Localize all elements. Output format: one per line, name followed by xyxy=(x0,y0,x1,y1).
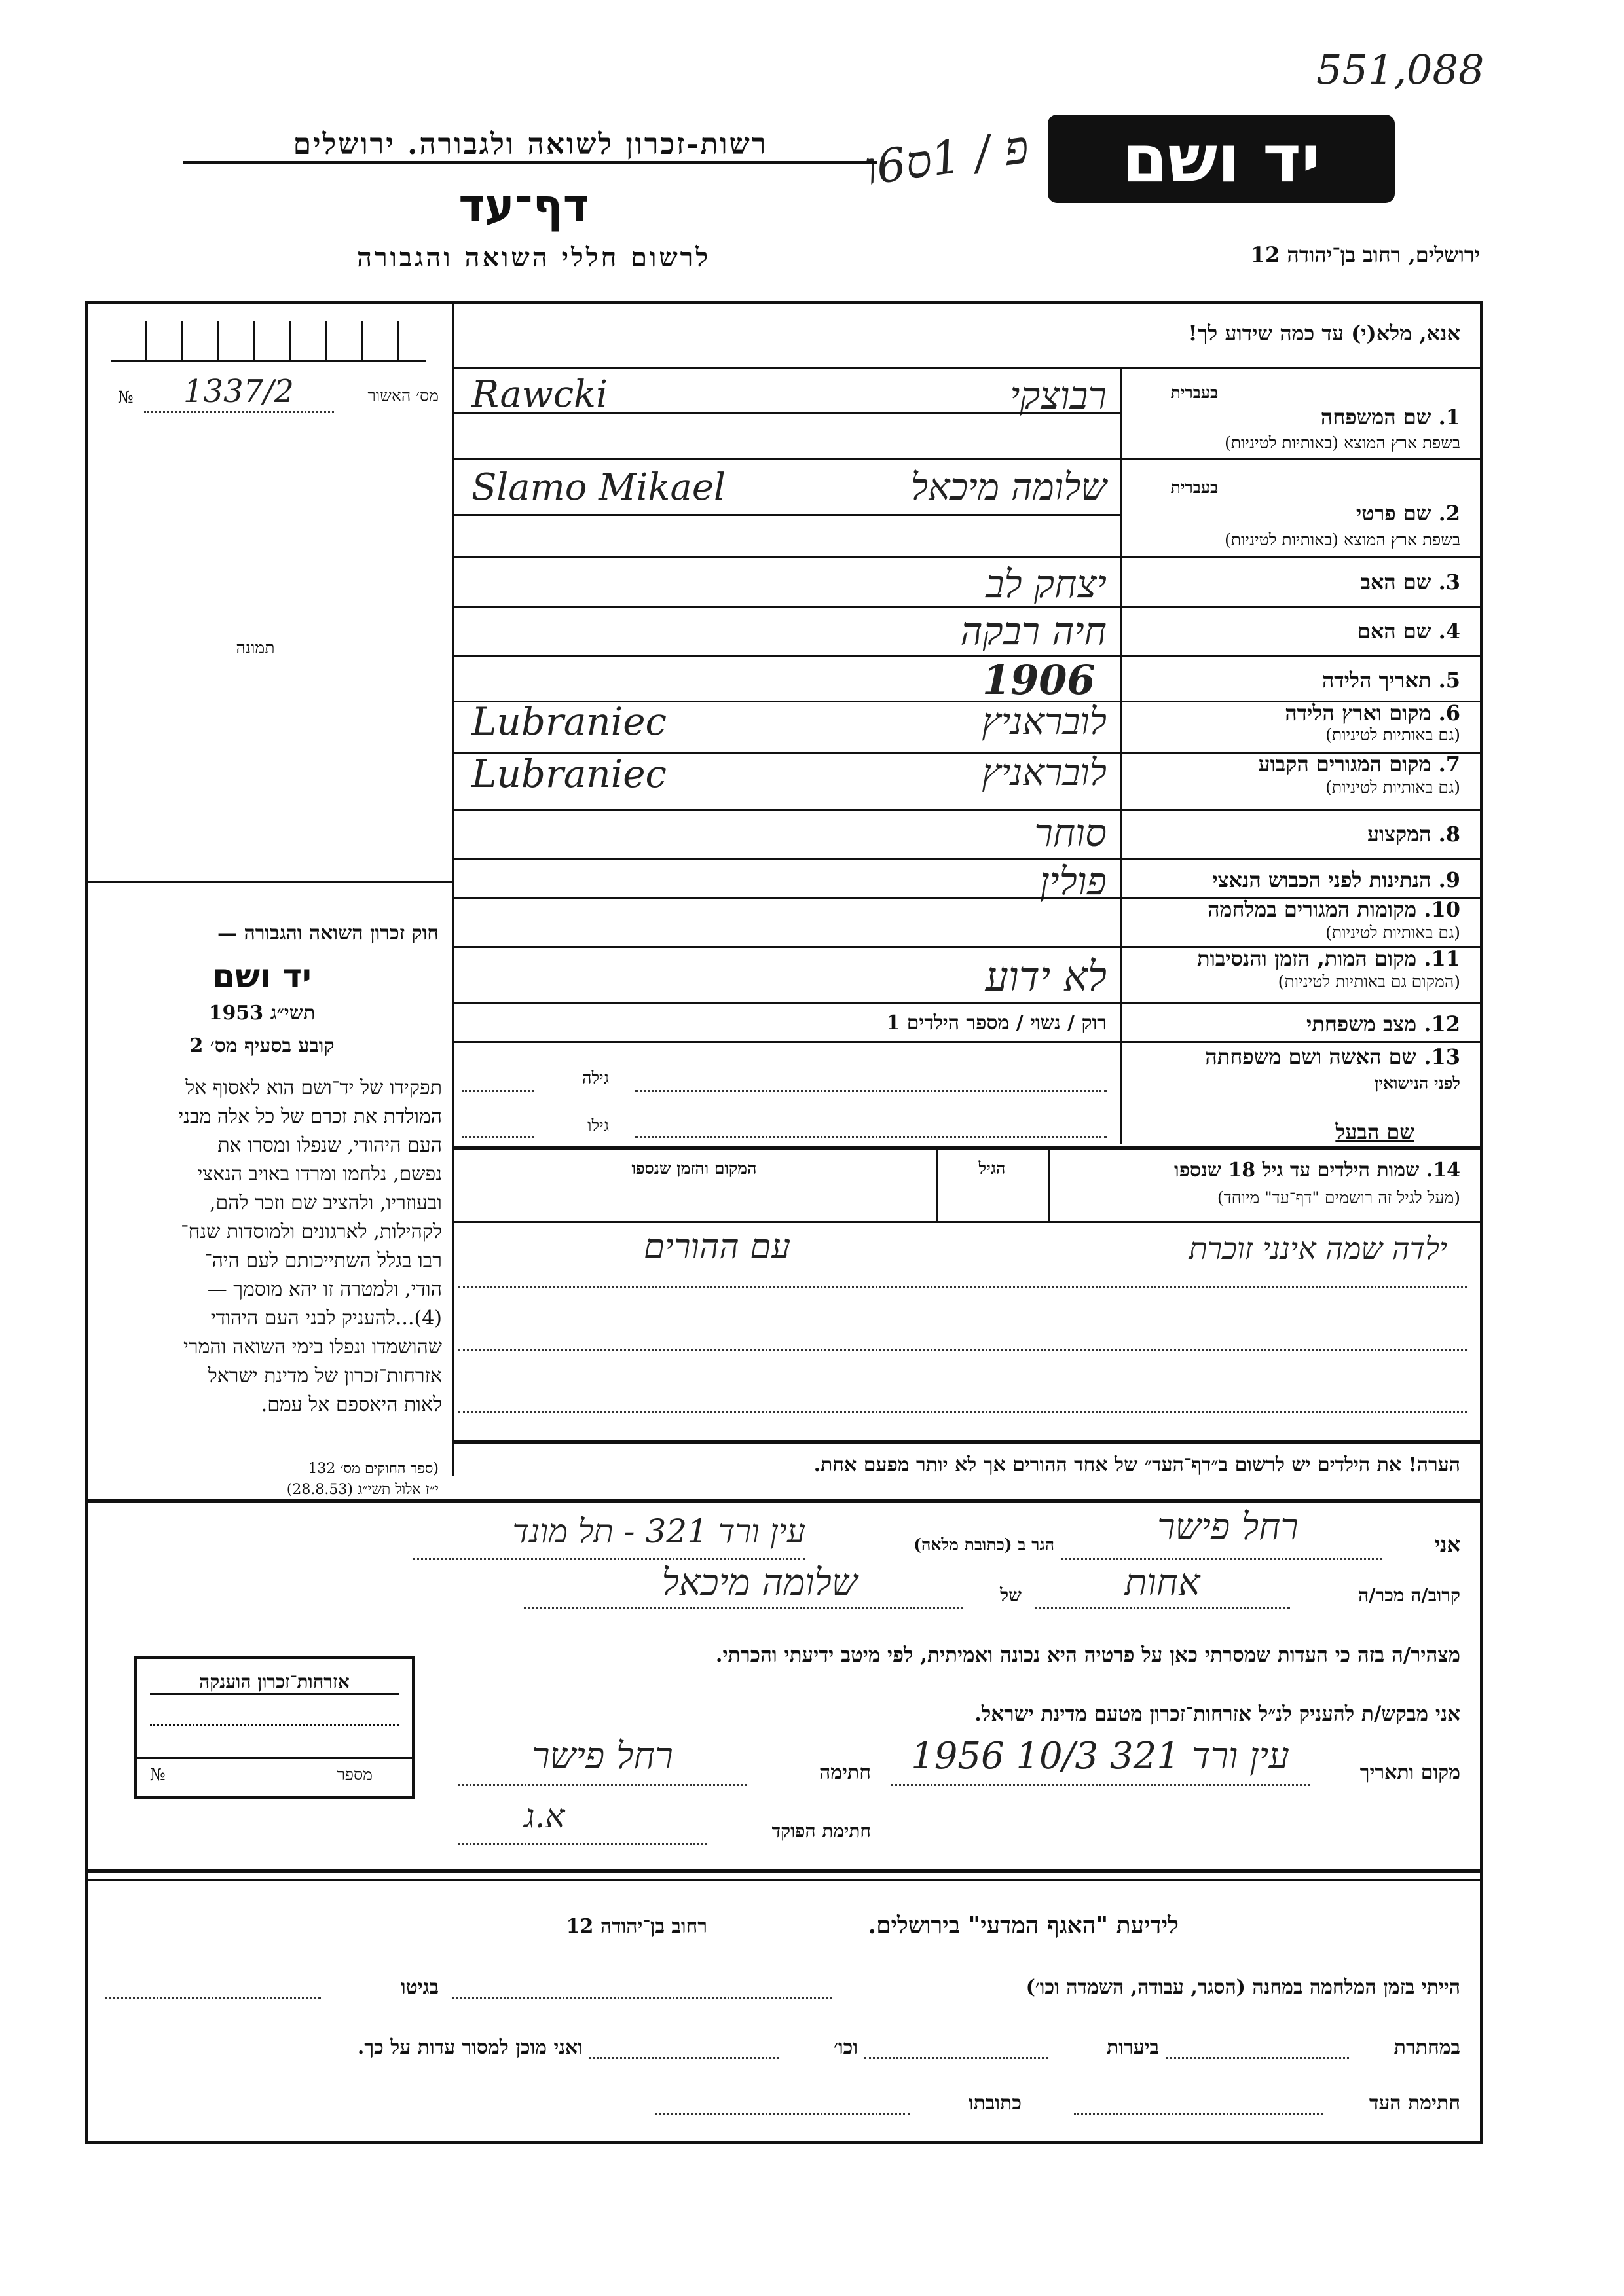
ghetto-line[interactable] xyxy=(105,1997,321,1999)
citizenship-box xyxy=(134,1656,415,1799)
law-text xyxy=(92,1074,442,1419)
row-line xyxy=(452,412,1120,414)
law-reference-date: י״ז אלול תשי״ג (28.8.53) xyxy=(286,1482,439,1498)
row-line xyxy=(452,655,1480,657)
underground-line[interactable] xyxy=(1166,2057,1349,2059)
husband-name-line[interactable] xyxy=(635,1136,1107,1138)
residence-hebrew[interactable]: לובראניץ xyxy=(982,752,1107,794)
citizenship[interactable]: פולין xyxy=(1039,859,1107,903)
field-text: שם האם xyxy=(1357,619,1431,644)
row-line xyxy=(452,556,1480,558)
mother-name[interactable]: חיה רבקה xyxy=(960,609,1107,653)
law-text-line: תפקידו של יד־ושם הוא לאסוף אל xyxy=(185,1076,442,1099)
relative-label: קרוב/ה מכר/ה xyxy=(1358,1584,1460,1606)
field-label-husband: שם הבעל xyxy=(1335,1120,1414,1144)
birth-date[interactable]: 1906 xyxy=(982,656,1096,704)
official-signature-label: חתימת הפוקד xyxy=(771,1820,871,1842)
row-line xyxy=(452,458,1480,460)
row-line xyxy=(452,514,1120,516)
law-text-line: אזרחות־זכרון של מדינת ישראל xyxy=(208,1364,442,1387)
field-num: 5. xyxy=(1438,668,1460,693)
form-title: דף־עד xyxy=(458,180,589,232)
resides-label: הגר ב (כתובת מלאה) xyxy=(913,1535,1054,1554)
latin-note-7: (גם באותיות לטיניות) xyxy=(1325,778,1460,797)
field-label-father xyxy=(1139,570,1460,594)
law-section: קובע בסעיף מס׳ 2 xyxy=(189,1034,335,1057)
citizenship-box-line xyxy=(150,1724,399,1726)
row-line xyxy=(452,1041,1480,1043)
field-label-mother xyxy=(1139,619,1460,644)
law-text-line: רבו בגלל השתייכותם לעם היה־ xyxy=(204,1249,442,1272)
child-place[interactable]: עם ההורים xyxy=(643,1228,791,1267)
field-num: 3. xyxy=(1438,570,1460,594)
ghetto-label: בגיטו xyxy=(400,1976,439,1999)
approval-label: מס׳ האשור xyxy=(367,386,439,405)
field-num: 6. xyxy=(1438,701,1460,725)
field-text: שם פרטי xyxy=(1356,501,1431,526)
latin-note-11: (המקום גם באותיות לטיניות) xyxy=(1278,972,1460,991)
relation-line xyxy=(1035,1607,1290,1609)
declarant-name[interactable]: רחל פישר xyxy=(1157,1506,1299,1548)
law-text-line: הודי, ולמטרה זו יהא מוסמך — xyxy=(207,1278,442,1301)
child-name[interactable]: ילדה שמה אינני זוכרת xyxy=(1189,1231,1447,1266)
declaration-statement: מצהיר/ה בזה כי העדות שמסרתי כאן על פרטיה היא נכונה ואמיתית, לפי מיטב ידיעתי והכרתי. xyxy=(715,1643,1460,1667)
law-text-line: נפשם, נלחמו ומרדו באויב הנאצי xyxy=(197,1163,442,1186)
children-row-line xyxy=(458,1349,1467,1351)
latin-note-6: (גם באותיות לטיניות) xyxy=(1325,725,1460,744)
children-col-2 xyxy=(1048,1149,1050,1221)
intro-separator xyxy=(452,367,1480,369)
approval-no-sign: № xyxy=(118,388,134,407)
field-text: מקומות המגורים במלחמה xyxy=(1208,897,1417,922)
field-text: שם המשפחה xyxy=(1320,405,1431,429)
law-year: תשי״ג 1953 xyxy=(208,1002,316,1025)
field-num: 9. xyxy=(1438,867,1460,892)
field-label-death xyxy=(1126,946,1460,971)
field-num: 7. xyxy=(1438,752,1460,776)
footer-separator-2 xyxy=(88,1879,1480,1881)
children-row-line xyxy=(458,1411,1467,1413)
witness-address-label: כתובתו xyxy=(968,2092,1022,2115)
field-num: 14. xyxy=(1426,1159,1460,1182)
law-text-line: העם היהודי, שנפלו ומסרו את xyxy=(217,1134,442,1157)
field-label-marital xyxy=(1139,1011,1460,1036)
row-line xyxy=(452,606,1480,608)
place-date-label: מקום ותאריך xyxy=(1359,1761,1460,1784)
children-label xyxy=(1054,1159,1460,1182)
relation-value[interactable]: אחות xyxy=(1124,1561,1200,1604)
remark-text: הערה! את הילדים יש לרשום ב״דף־העד״ של אחד ההורים אך לא יותר מפעם אחת. xyxy=(813,1453,1460,1476)
form-subtitle: לרשום חללי השואה והגבורה xyxy=(356,242,711,273)
field-label-war-residence xyxy=(1126,897,1460,922)
signature-label: חתימה xyxy=(819,1761,871,1784)
children-header-line xyxy=(452,1221,1480,1223)
residence-latin[interactable]: Lubraniec xyxy=(471,752,667,796)
underground-label: במחתרת xyxy=(1393,2036,1460,2059)
children-age-header: הגיל xyxy=(978,1159,1006,1178)
forests-label: ביערות xyxy=(1106,2036,1159,2059)
citizenship-box-title: אזרחות־זכרון הוענקה xyxy=(150,1671,399,1695)
yad-vashem-logo xyxy=(1048,115,1395,203)
archive-number: 551,088 xyxy=(1316,46,1485,94)
wife-note: לפני הנישואין xyxy=(1375,1074,1460,1093)
forests-line[interactable] xyxy=(864,2057,1048,2059)
field-num: 2. xyxy=(1438,501,1460,526)
marital-status[interactable]: רוק / נשוי / מספר הילדים 1 xyxy=(886,1011,1107,1034)
remark-bottom-line xyxy=(88,1499,1480,1503)
law-title: חוק זכרון השואה והגבורה — xyxy=(217,922,439,945)
footer-title: לידיעת "האגף המדעי" בירושלים. xyxy=(868,1912,1179,1939)
declarant-label: אני xyxy=(1434,1532,1460,1557)
declarant-line xyxy=(1061,1558,1382,1560)
field-num: 11. xyxy=(1424,946,1460,971)
etc-label: וכו׳ xyxy=(834,2036,858,2059)
birth-place-latin[interactable]: Lubraniec xyxy=(471,699,667,744)
field-text: שמות הילדים עד גיל 18 שנספו xyxy=(1173,1159,1420,1182)
hebrew-label-2: בעברית xyxy=(1170,478,1218,497)
wife-name-line[interactable] xyxy=(635,1090,1107,1092)
photo-label: תמונה xyxy=(236,638,275,657)
authority-address: ירושלים, רחוב בן־יהודה 12 xyxy=(1250,242,1480,267)
field-num: 10. xyxy=(1424,897,1460,922)
authority-line: רשות-זכרון לשואה ולגבורה. ירושלים xyxy=(183,128,877,164)
husband-age-line[interactable] xyxy=(462,1136,534,1138)
witness-signature-label: חתימת העד xyxy=(1369,2092,1460,2115)
field-text: שם האשה ושם משפחתה xyxy=(1205,1044,1417,1069)
field-label-surname xyxy=(1139,405,1460,429)
of-line xyxy=(524,1607,963,1609)
field-num: 13. xyxy=(1424,1044,1460,1069)
of-label: של xyxy=(1000,1584,1022,1606)
law-text-line: (4)...להעניק לבני העם היהודי xyxy=(210,1307,442,1330)
field-label-wife xyxy=(1126,1044,1460,1069)
field-text: שם האב xyxy=(1360,570,1431,594)
witness-address-line[interactable] xyxy=(655,2113,910,2115)
place-date-line xyxy=(891,1784,1310,1786)
remark-top-line xyxy=(452,1440,1480,1444)
margin-note: פ / 1ס6ו xyxy=(861,119,1033,196)
citizenship-box-no-label: מספר xyxy=(337,1765,373,1784)
law-text-line: שהושמדו ונפלו בימי השואה והמרי xyxy=(183,1336,442,1358)
address-line xyxy=(413,1558,805,1560)
row-line xyxy=(452,1002,1480,1004)
first-name-latin[interactable]: Slamo Mikael xyxy=(471,466,726,509)
children-row-line xyxy=(458,1286,1467,1288)
section-separator xyxy=(452,1146,1480,1150)
children-col-1 xyxy=(936,1149,938,1221)
latin-note-1: בשפת ארץ המוצא (באותיות לטיניות) xyxy=(1225,433,1460,452)
approval-tick-boxes xyxy=(111,321,426,362)
hebrew-label-1: בעברית xyxy=(1170,383,1218,402)
field-text: מקום וארץ הלידה xyxy=(1285,701,1431,725)
footer-line1: הייתי בזמן המלחמה במחנה (הסגר, עבודה, השמדה וכו׳) xyxy=(1025,1976,1460,1999)
field-num: 4. xyxy=(1438,619,1460,644)
of-value[interactable]: שלומה מיכאל xyxy=(661,1561,858,1604)
declarant-address[interactable]: עין ורד 321 - תל מונד xyxy=(512,1512,805,1550)
place-date-value[interactable]: עין ורד 321 10/3 1956 xyxy=(911,1735,1289,1777)
husband-age-label: גילו xyxy=(587,1116,609,1135)
law-separator xyxy=(88,881,452,883)
field-label-birth-place xyxy=(1139,701,1460,725)
wife-age-label: גילה xyxy=(582,1068,609,1087)
law-name: יד ושם xyxy=(212,957,312,995)
field-label-residence xyxy=(1139,752,1460,776)
footer-separator xyxy=(88,1869,1480,1873)
latin-note-10: (גם באותיות לטיניות) xyxy=(1325,923,1460,942)
footer-address: רחוב בן־יהודה 12 xyxy=(566,1915,707,1938)
law-text-line: ובעוזריו, ולהציב שם וזכר להם, xyxy=(209,1192,442,1214)
field-num: 1. xyxy=(1438,405,1460,429)
field-num: 12. xyxy=(1424,1011,1460,1036)
citizenship-box-no-sign: № xyxy=(150,1765,166,1784)
declaration-request: אני מבקש/ת להעניק לנ״ל אזרחות־זכרון מטעם מדינת ישראל. xyxy=(974,1702,1460,1726)
signature-line xyxy=(458,1784,747,1786)
field-text: תאריך הלידה xyxy=(1321,668,1431,693)
wife-age-line[interactable] xyxy=(462,1090,534,1092)
law-text-line: המולדת את זכרם של כל אלה מבני xyxy=(178,1105,442,1128)
law-reference: (ספר החוקים מס׳ 132 xyxy=(308,1461,439,1477)
field-label-citizenship xyxy=(1139,867,1460,892)
field-num: 8. xyxy=(1438,822,1460,847)
label-column-divider xyxy=(1120,369,1122,1144)
left-panel-divider xyxy=(452,304,454,1476)
witness-signature-line[interactable] xyxy=(1074,2113,1323,2115)
latin-note-2: בשפת ארץ המוצא (באותיות לטיניות) xyxy=(1225,530,1460,549)
surname-hebrew[interactable]: רבוצקי xyxy=(1010,373,1107,418)
field-label-profession xyxy=(1139,822,1460,847)
field-label-first-name xyxy=(1139,501,1460,526)
etc-line[interactable] xyxy=(589,2057,779,2059)
surname-latin[interactable]: Rawcki xyxy=(471,373,608,416)
signature-value[interactable]: רחל פישר xyxy=(532,1735,673,1777)
form-intro: אנא, מלא(י) עד כמה שידוע לך! xyxy=(1188,321,1460,346)
death-details[interactable]: לא ידוע xyxy=(985,953,1107,1000)
profession[interactable]: סוחר xyxy=(1034,811,1107,855)
approval-line xyxy=(144,411,334,413)
children-note: (מעל לגיל זה רושמים "דף־עד" מיוחד) xyxy=(1217,1188,1460,1207)
testimony-offer: ואני מוכן למסור עדות על כך. xyxy=(357,2036,583,2059)
field-text: הנתינות לפני הכבוש הנאצי xyxy=(1212,867,1431,892)
law-text-line: לקהילות, לארגונים ולמוסדות שנח־ xyxy=(181,1220,442,1243)
official-signature-value[interactable]: א.ג xyxy=(524,1797,565,1835)
logo-text: יד ושם xyxy=(1122,120,1321,197)
approval-number: 1337/2 xyxy=(183,373,294,410)
field-text: מצב משפחתי xyxy=(1306,1011,1417,1036)
field-text: המקצוע xyxy=(1367,822,1431,847)
first-name-hebrew[interactable]: שלומה מיכאל xyxy=(910,466,1107,509)
field-text: מקום המות, הזמן והנסיבות xyxy=(1197,946,1417,971)
birth-place-hebrew[interactable]: לובראניץ xyxy=(982,701,1107,743)
official-signature-line xyxy=(458,1843,707,1845)
field-text: מקום המגורים הקבוע xyxy=(1258,752,1431,776)
citizenship-box-line xyxy=(137,1757,412,1759)
children-place-header: המקום והזמן שנספו xyxy=(631,1159,757,1178)
father-name[interactable]: יצחק לב xyxy=(986,562,1107,606)
law-text-line: לאות היאספם אל עמם. xyxy=(261,1393,442,1416)
camp-line[interactable] xyxy=(452,1997,832,1999)
field-label-birth-date xyxy=(1139,668,1460,693)
